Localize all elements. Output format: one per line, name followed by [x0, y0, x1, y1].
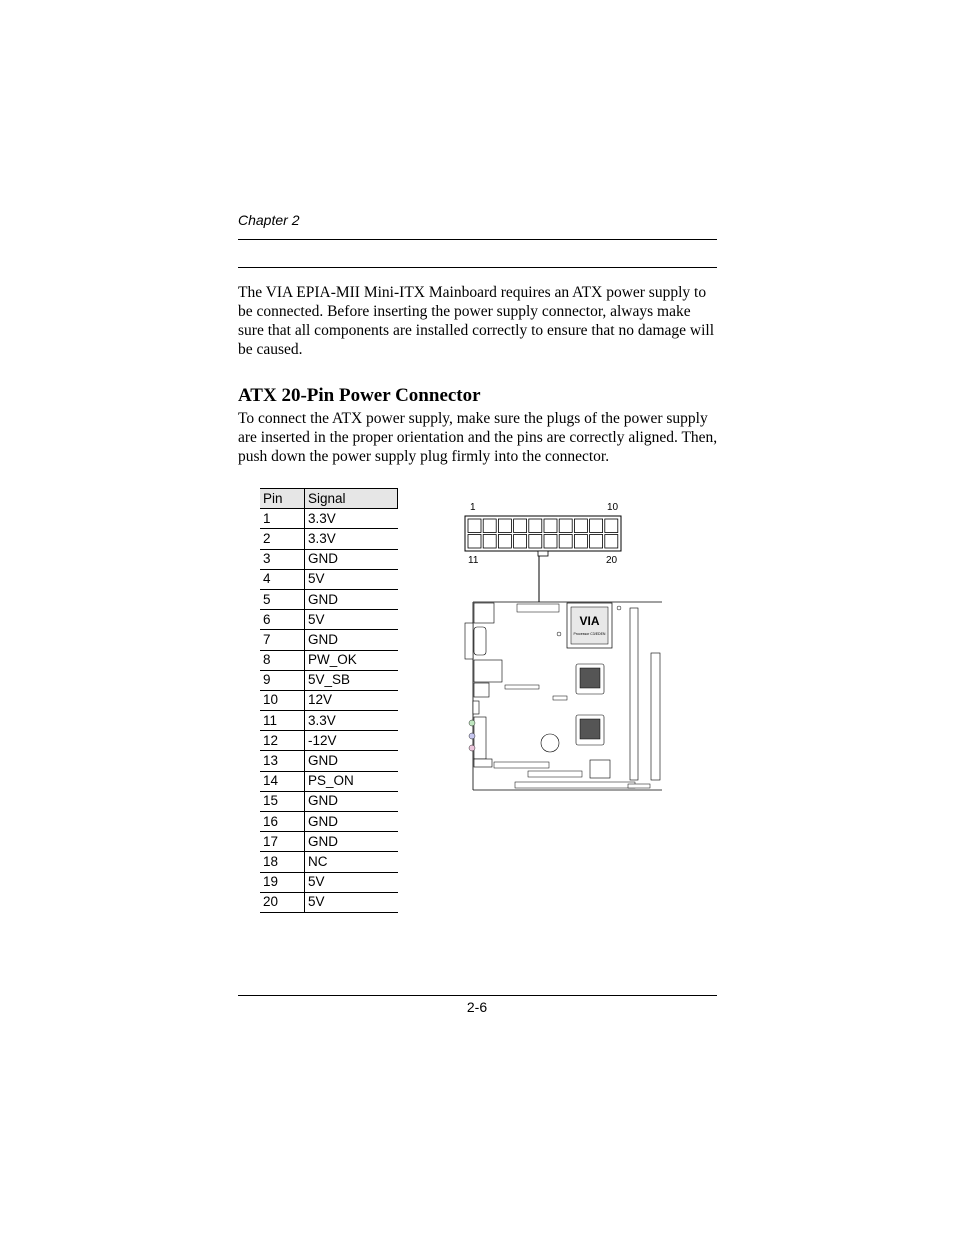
signal-cell: 5V_SB	[305, 670, 398, 690]
connector-pin-socket	[574, 519, 587, 533]
pin-label-10: 10	[607, 502, 619, 513]
table-row	[260, 630, 398, 650]
table-row	[260, 711, 398, 731]
signal-cell: GND	[305, 630, 398, 650]
pin-number-cell: 1	[260, 509, 305, 529]
pin-label-11: 11	[468, 555, 479, 566]
svg-text:VIA: VIA	[579, 614, 600, 628]
footer-rule	[238, 995, 717, 996]
pin-number-cell: 6	[260, 610, 305, 630]
table-row	[260, 812, 398, 832]
section-rule	[238, 267, 717, 268]
signal-cell: 3.3V	[305, 711, 398, 731]
connector-pin-socket	[605, 519, 618, 533]
pin-number-cell: 18	[260, 852, 305, 872]
connector-pin-socket	[605, 535, 618, 549]
table-row	[260, 852, 398, 872]
pin-number-cell: 8	[260, 650, 305, 670]
signal-cell: GND	[305, 791, 398, 811]
signal-cell: 12V	[305, 690, 398, 710]
table-row	[260, 529, 398, 549]
mainboard-drawing	[465, 602, 662, 790]
signal-cell: PS_ON	[305, 771, 398, 791]
table-row	[260, 509, 398, 529]
pin-number-cell: 11	[260, 711, 305, 731]
table-row	[260, 610, 398, 630]
pin-number-cell: 2	[260, 529, 305, 549]
connector-pin-socket	[559, 519, 572, 533]
signal-cell: 5V	[305, 872, 398, 892]
connector-pin-socket	[498, 519, 511, 533]
pin-header: Pin	[260, 489, 305, 509]
connector-pin-socket	[529, 535, 542, 549]
processor-chip-label: Processor C3/EDEN	[573, 632, 606, 636]
connector-pin-socket	[468, 535, 481, 549]
chapter-label: Chapter 2	[238, 212, 300, 228]
connector-pin-socket	[529, 519, 542, 533]
connector-pin-socket	[483, 519, 496, 533]
table-row	[260, 650, 398, 670]
signal-cell: NC	[305, 852, 398, 872]
atx-connector-diagram	[460, 495, 670, 795]
pin-number-cell: 5	[260, 589, 305, 609]
signal-cell: -12V	[305, 731, 398, 751]
table-row	[260, 731, 398, 751]
pin-number-cell: 7	[260, 630, 305, 650]
signal-cell: GND	[305, 812, 398, 832]
table-row	[260, 771, 398, 791]
pin-number-cell: 20	[260, 892, 305, 912]
table-row	[260, 872, 398, 892]
connector-pin-socket	[498, 535, 511, 549]
table-row	[260, 589, 398, 609]
connector-pin-socket	[468, 519, 481, 533]
table-row	[260, 832, 398, 852]
signal-cell: PW_OK	[305, 650, 398, 670]
pin-number-cell: 13	[260, 751, 305, 771]
connector-pin-socket	[559, 535, 572, 549]
table-row	[260, 751, 398, 771]
pin-number-cell: 17	[260, 832, 305, 852]
connector-pin-socket	[544, 519, 557, 533]
pin-label-1: 1	[470, 502, 476, 513]
table-row	[260, 791, 398, 811]
signal-cell: 3.3V	[305, 529, 398, 549]
section-heading: ATX 20-Pin Power Connector	[238, 385, 481, 406]
signal-header: Signal	[305, 489, 398, 509]
intro-paragraph: The VIA EPIA-MII Mini-ITX Mainboard requires an ATX power supply to be connected. Before inserting the power supply connector, always make sure that all components are installed correctly to ensure that no damage will be caused.	[238, 284, 715, 358]
signal-cell: 5V	[305, 892, 398, 912]
table-row	[260, 549, 398, 569]
connector-pin-socket	[574, 535, 587, 549]
pin-number-cell: 3	[260, 549, 305, 569]
page-number: 2-6	[466, 999, 488, 1015]
table-header-row	[260, 489, 398, 509]
pin-label-20: 20	[606, 555, 618, 566]
signal-cell: GND	[305, 549, 398, 569]
signal-cell: 3.3V	[305, 509, 398, 529]
connector-pin-socket	[483, 535, 496, 549]
signal-cell: 5V	[305, 610, 398, 630]
connector-pin-socket	[590, 535, 603, 549]
signal-cell: GND	[305, 832, 398, 852]
table-row	[260, 892, 398, 912]
table-row	[260, 569, 398, 589]
signal-cell: GND	[305, 751, 398, 771]
connector-pin-socket	[590, 519, 603, 533]
header-rule	[238, 239, 717, 240]
section-body: To connect the ATX power supply, make sure the plugs of the power supply are inserted in the proper orientation and the pins are correctly aligned. Then, push down the power supply plug firmly into the connector.	[238, 410, 718, 465]
connector-pin-socket	[544, 535, 557, 549]
pin-number-cell: 19	[260, 872, 305, 892]
connector-latch	[538, 551, 548, 556]
signal-cell: GND	[305, 589, 398, 609]
pin-number-cell: 10	[260, 690, 305, 710]
connector-pin-socket	[514, 535, 527, 549]
pin-number-cell: 9	[260, 670, 305, 690]
pin-number-cell: 15	[260, 791, 305, 811]
table-row	[260, 670, 398, 690]
pin-number-cell: 12	[260, 731, 305, 751]
pin-signal-table	[260, 488, 398, 913]
connector-pin-socket	[514, 519, 527, 533]
table-row	[260, 690, 398, 710]
signal-cell: 5V	[305, 569, 398, 589]
pin-number-cell: 16	[260, 812, 305, 832]
pin-number-cell: 14	[260, 771, 305, 791]
pin-number-cell: 4	[260, 569, 305, 589]
